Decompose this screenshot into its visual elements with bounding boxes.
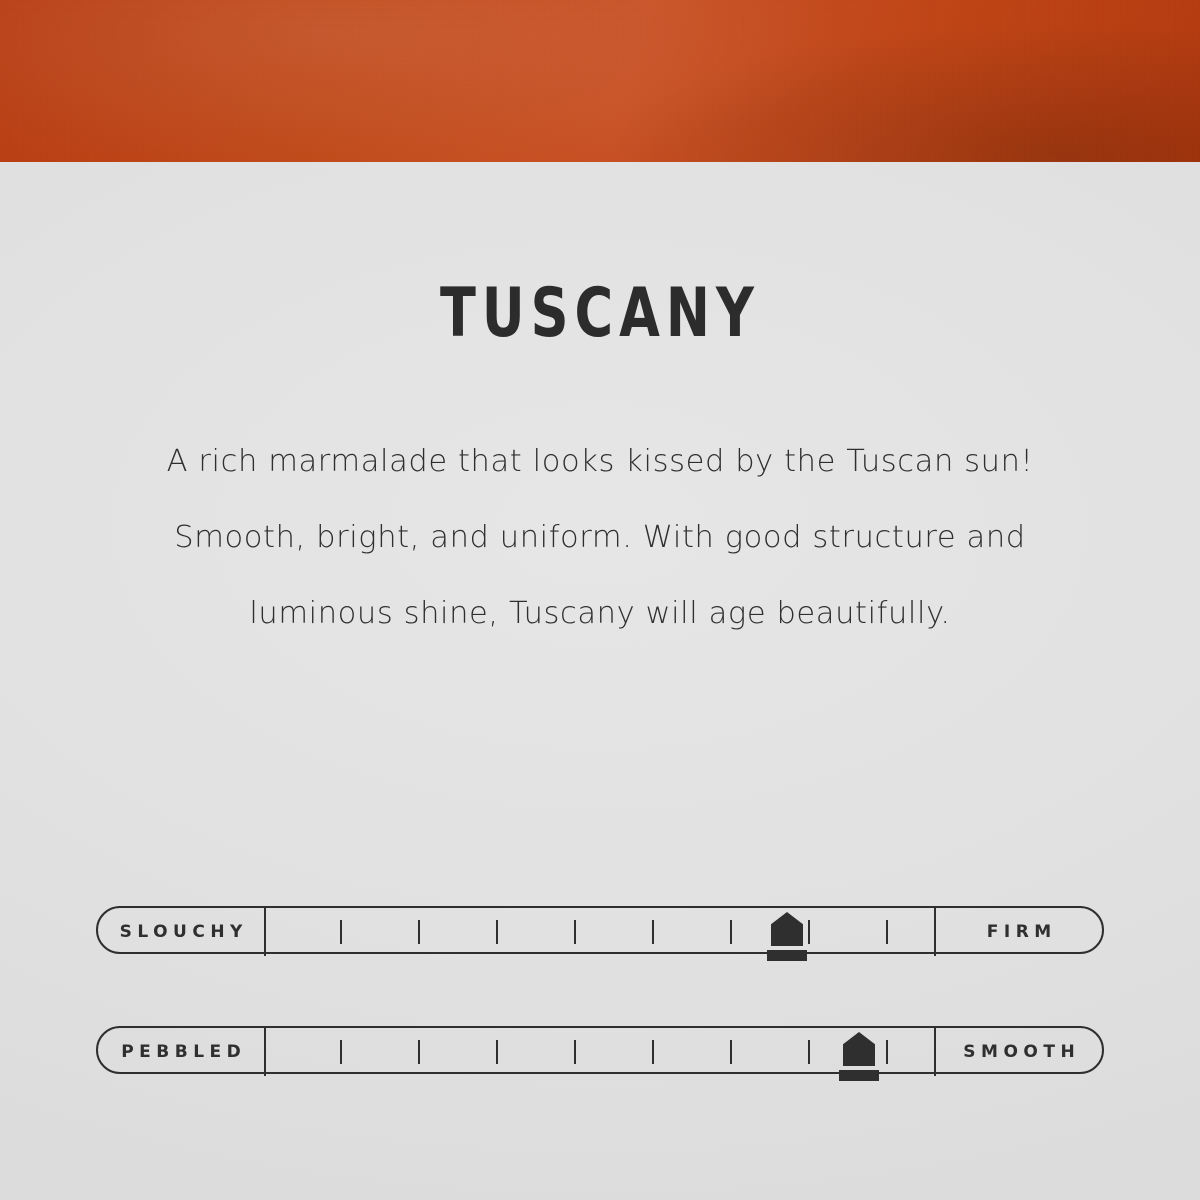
tick-mark <box>652 920 654 944</box>
slider-structure[interactable] <box>96 906 1104 954</box>
slider-texture-track[interactable] <box>96 1026 1104 1074</box>
product-card <box>0 162 1200 1200</box>
tick-mark <box>574 1040 576 1064</box>
slider-texture[interactable] <box>96 1026 1104 1074</box>
description-line-2: Smooth, bright, and uniform. With good structure and <box>174 520 1026 555</box>
page-title: TUSCANY <box>439 274 761 353</box>
slider-texture-ticks <box>266 1028 938 1076</box>
product-description <box>140 424 1060 652</box>
tick-mark <box>496 1040 498 1064</box>
tick-mark <box>886 920 888 944</box>
tick-mark <box>808 920 810 944</box>
slider-structure-ticks <box>266 908 938 956</box>
tick-mark <box>340 920 342 944</box>
description-line-3: luminous shine, Tuscany will age beautifully. <box>249 596 951 631</box>
slider-structure-left-label: SLOUCHY <box>98 908 266 956</box>
slider-texture-left-label: PEBBLED <box>98 1028 266 1076</box>
description-line-1: A rich marmalade that looks kissed by the Tuscan sun! <box>166 444 1034 479</box>
tick-mark <box>886 1040 888 1064</box>
tick-mark <box>340 1040 342 1064</box>
tick-mark <box>574 920 576 944</box>
tick-mark <box>418 920 420 944</box>
banner-texture-overlay <box>0 0 1200 162</box>
tick-mark <box>808 1040 810 1064</box>
slider-structure-right-label: FIRM <box>934 908 1102 956</box>
slider-texture-right-label: SMOOTH <box>934 1028 1102 1076</box>
tick-mark <box>652 1040 654 1064</box>
tick-mark <box>730 1040 732 1064</box>
tick-mark <box>418 1040 420 1064</box>
top-color-banner <box>0 0 1200 162</box>
tick-mark <box>496 920 498 944</box>
slider-structure-track[interactable] <box>96 906 1104 954</box>
tick-mark <box>730 920 732 944</box>
